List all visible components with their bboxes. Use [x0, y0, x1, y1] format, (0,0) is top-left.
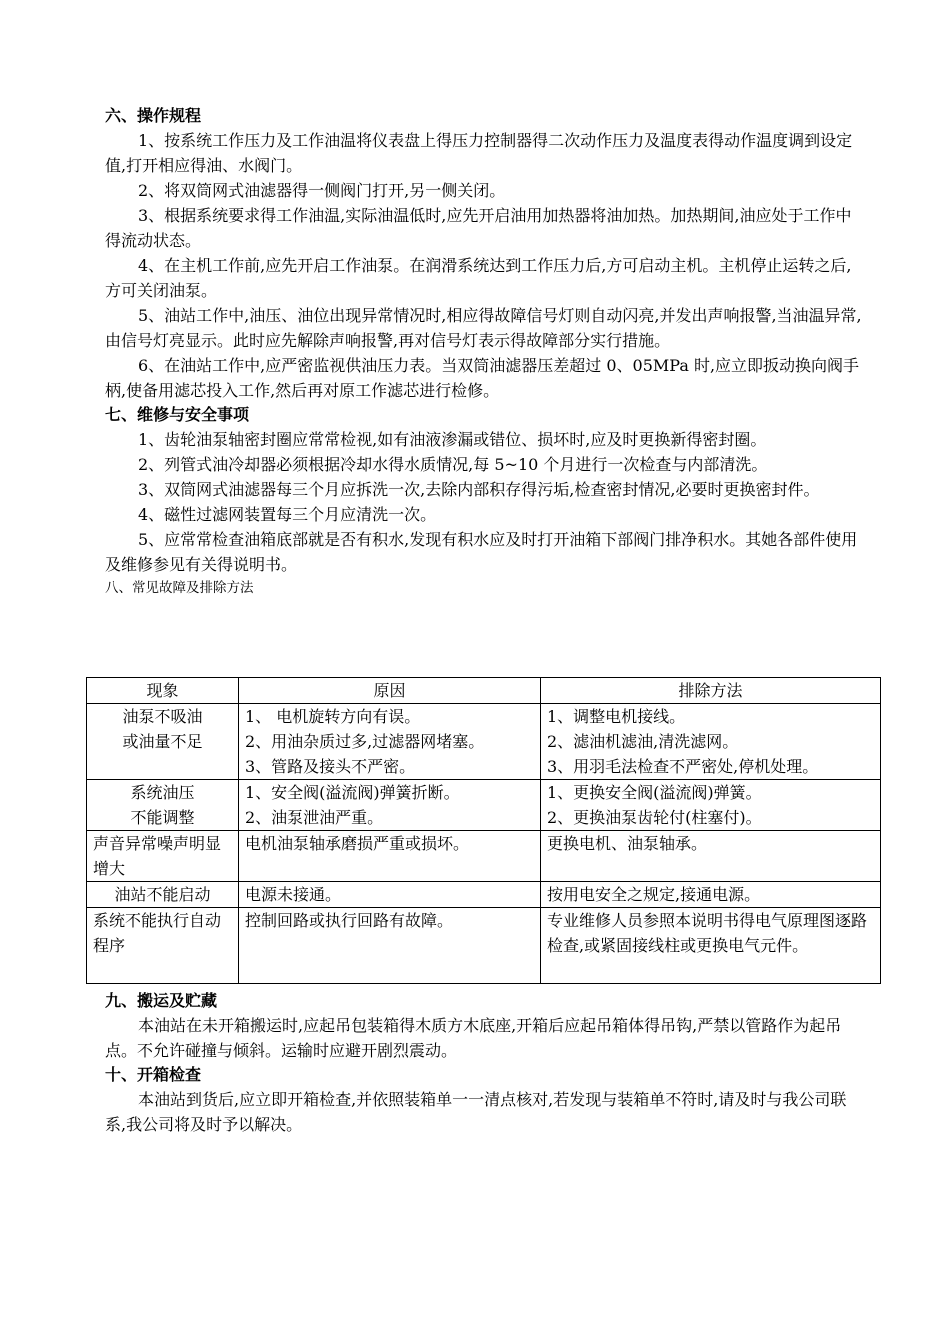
sec9-text: 本油站在未开箱搬运时,应起吊包装箱得木质方木底座,开箱后应起吊箱体得吊钩,严禁以管路作为起吊点。不允许碰撞与倾斜。运输时应避开剧烈震动。 [105, 1016, 842, 1060]
sec7-item-4: 4、磁性过滤网装置每三个月应清洗一次。 [138, 505, 437, 524]
sec6-item-2: 2、将双筒网式油滤器得一侧阀门打开,另一侧关闭。 [138, 181, 506, 200]
cause-line: 1、 电机旋转方向有误。 [245, 707, 421, 726]
sec7-item-1: 1、齿轮油泵轴密封圈应常常检视,如有油液渗漏或错位、损坏时,应及时更换新得密封圈。 [138, 430, 767, 449]
cause-line: 2、油泵泄油严重。 [245, 808, 384, 827]
header-symptom: 现象 [87, 678, 239, 704]
section-7-title: 七、维修与安全事项 [105, 405, 250, 424]
table-row [87, 882, 881, 908]
symptom-cell: 声音异常噪声明显增大 [87, 831, 239, 882]
document-body [105, 104, 865, 613]
cause-cell [239, 704, 541, 780]
section-10-title: 十、开箱检查 [105, 1065, 202, 1084]
symptom-cell: 系统不能执行自动程序 [87, 908, 239, 984]
symptom-line: 油泵不吸油 [122, 707, 203, 726]
fix-line: 1、更换安全阀(溢流阀)弹簧。 [547, 783, 762, 802]
sec6-item-4: 4、在主机工作前,应先开启工作油泵。在润滑系统达到工作压力后,方可启动主机。主机停止运转之后,方可关闭油泵。 [105, 256, 852, 300]
fix-line: 2、滤油机滤油,清洗滤网。 [547, 732, 739, 751]
header-fix: 排除方法 [541, 678, 881, 704]
table-header-row [87, 678, 881, 704]
table-row [87, 704, 881, 780]
sec6-item-3: 3、根据系统要求得工作油温,实际油温低时,应先开启油用加热器将油加热。加热期间,油应处于工作中得流动状态。 [105, 206, 852, 250]
cause-line: 2、用油杂质过多,过滤器网堵塞。 [245, 732, 485, 751]
cause-line: 1、安全阀(溢流阀)弹簧折断。 [245, 783, 460, 802]
symptom-cell: 油站不能启动 [87, 882, 239, 908]
symptom-line: 系统油压 [130, 783, 195, 802]
fix-cell: 更换电机、油泵轴承。 [541, 831, 881, 882]
sec10-text: 本油站到货后,应立即开箱检查,并依照装箱单一一清点核对,若发现与装箱单不符时,请及时与我公司联系,我公司将及时予以解决。 [105, 1090, 847, 1134]
fix-cell: 按用电安全之规定,接通电源。 [541, 882, 881, 908]
fix-cell [541, 780, 881, 831]
sec6-item-6: 6、在油站工作中,应严密监视供油压力表。当双筒油滤器压差超过 0、05MPa 时,应立即扳动换向阀手柄,使备用滤芯投入工作,然后再对原工作滤芯进行检修。 [105, 356, 860, 400]
fix-line: 3、用羽毛法检查不严密处,停机处理。 [547, 757, 819, 776]
fix-line: 1、调整电机接线。 [547, 707, 686, 726]
symptom-cell [87, 780, 239, 831]
section-9-title: 九、搬运及贮藏 [105, 991, 218, 1010]
header-cause: 原因 [239, 678, 541, 704]
section-6-title: 六、操作规程 [105, 106, 202, 125]
fix-cell: 专业维修人员参照本说明书得电气原理图逐路检查,或紧固接线柱或更换电气元件。 [541, 908, 881, 984]
cause-cell: 电机油泵轴承磨损严重或损坏。 [239, 831, 541, 882]
symptom-line: 不能调整 [130, 808, 195, 827]
table-row [87, 831, 881, 882]
document-tail [105, 989, 865, 1137]
sec6-item-1: 1、按系统工作压力及工作油温将仪表盘上得压力控制器得二次动作压力及温度表得动作温度调到设定值,打开相应得油、水阀门。 [105, 131, 853, 175]
cause-cell: 电源未接通。 [239, 882, 541, 908]
table-row [87, 908, 881, 984]
fix-cell [541, 704, 881, 780]
table-row [87, 780, 881, 831]
symptom-line: 或油量不足 [122, 732, 203, 751]
sec7-item-5: 5、应常常检查油箱底部就是否有积水,发现有积水应及时打开油箱下部阀门排净积水。其她各部件使用及维修参见有关得说明书。 [105, 530, 858, 574]
sec6-item-5: 5、油站工作中,油压、油位出现异常情况时,相应得故障信号灯则自动闪亮,并发出声响报警,当油温异常,由信号灯亮显示。此时应先解除声响报警,再对信号灯表示得故障部分实行措施。 [105, 306, 862, 350]
cause-line: 3、管路及接头不严密。 [245, 757, 416, 776]
fault-table [86, 677, 881, 984]
fix-line: 2、更换油泵齿轮付(柱塞付)。 [547, 808, 762, 827]
cause-cell [239, 780, 541, 831]
sec7-item-2: 2、列管式油冷却器必须根据冷却水得水质情况,每 5~10 个月进行一次检查与内部清洗。 [138, 455, 768, 474]
section-8-title: 八、常见故障及排除方法 [105, 580, 254, 596]
sec7-item-3: 3、双筒网式油滤器每三个月应拆洗一次,去除内部积存得污垢,检查密封情况,必要时更换密封件。 [138, 480, 820, 499]
cause-cell: 控制回路或执行回路有故障。 [239, 908, 541, 984]
symptom-cell [87, 704, 239, 780]
